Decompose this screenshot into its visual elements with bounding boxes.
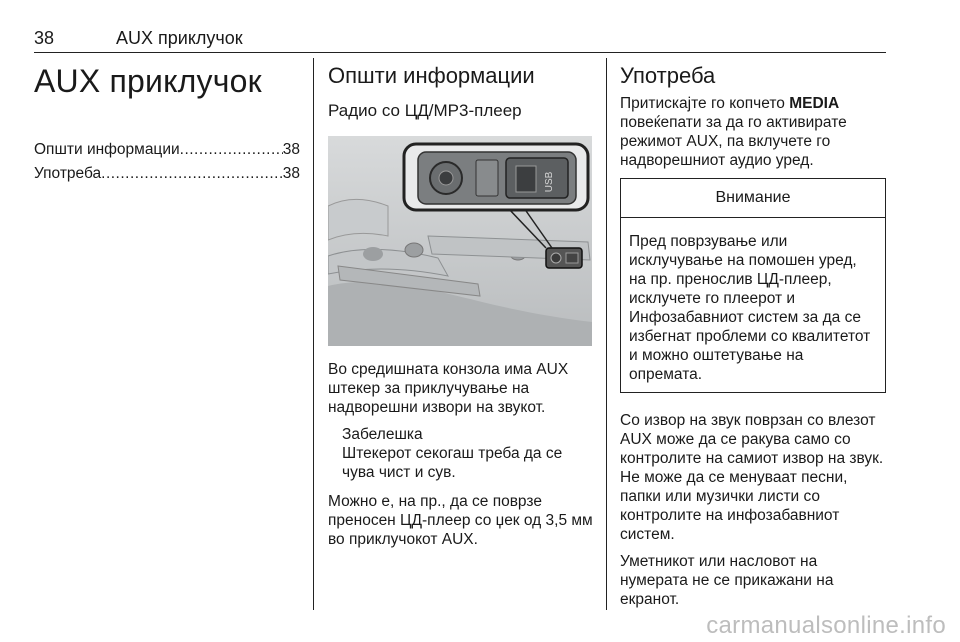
toc-entry-label: Употреба <box>34 165 102 182</box>
note-block <box>342 425 594 482</box>
chapter-title: AUX приклучок <box>34 63 262 99</box>
toc-leader-dots <box>101 162 283 186</box>
note-title: Забелешка <box>342 426 423 443</box>
section-title-general: Општи информации <box>328 63 535 88</box>
toc-entry-label: Општи информации <box>34 141 180 158</box>
general-info-section <box>328 62 594 549</box>
caution-box <box>620 178 886 393</box>
subsection-title-radio: Радио со ЦД/MP3-плеер <box>328 101 522 120</box>
section-title-usage: Употреба <box>620 63 716 88</box>
paragraph-usage-intro <box>620 94 888 170</box>
console-aux-figure <box>328 136 592 346</box>
toc-entry-page: 38 <box>282 165 300 182</box>
console-illustration <box>328 136 592 346</box>
column-divider <box>313 58 314 610</box>
toc-leader-dots <box>180 138 283 162</box>
toc-entry-usage[interactable] <box>34 162 300 186</box>
caution-title: Внимание <box>621 179 885 218</box>
paragraph-aux-control: Со извор на звук поврзан со влезот AUX може да се ракува само со контролите на самиот извор на звук. Не може да се менуваат песни, папки или музички листи со контролите на инфозабавниот систем. <box>620 412 884 543</box>
caution-text: Пред поврзување или исклучување на помошен уред, на пр. пренослив ЦД-плеер, исклучете го плеерот и Инфозабавниот систем за да се избегнат проблеми со квалитетот и можно оштетување на опремата. <box>629 233 871 383</box>
running-title: AUX приклучок <box>116 28 243 48</box>
usage-intro-suffix: повеќепати за да го активирате режимот AUX, па вклучете го надворешниот аудио уред. <box>620 114 847 169</box>
paragraph-aux-socket: Во средишната конзола има AUX штекер за приклучување на надворешни извори на звукот. <box>328 361 569 416</box>
paragraph-track-info: Уметникот или насловот на нумерата не се прикажани на екранот. <box>620 553 834 608</box>
toc-entry-general-info[interactable] <box>34 138 300 162</box>
column-divider <box>606 58 607 610</box>
usage-section <box>620 62 888 609</box>
usage-intro-prefix: Притискајте го копчето <box>620 95 790 112</box>
media-button-label: MEDIA <box>789 95 840 112</box>
note-text: Штекерот секогаш треба да се чува чист и сув. <box>342 445 563 481</box>
toc-column <box>34 62 300 186</box>
page-number: 38 <box>34 28 55 48</box>
page-header <box>34 26 886 53</box>
usb-socket-label: USB <box>544 171 555 193</box>
paragraph-cd-player: Можно е, на пр., да се поврзе преносен ЦД-плеер со џек од 3,5 мм во приклучокот AUX. <box>328 493 593 548</box>
site-watermark: carmanualsonline.info <box>706 612 946 639</box>
table-of-contents <box>34 138 300 186</box>
toc-entry-page: 38 <box>282 141 300 158</box>
